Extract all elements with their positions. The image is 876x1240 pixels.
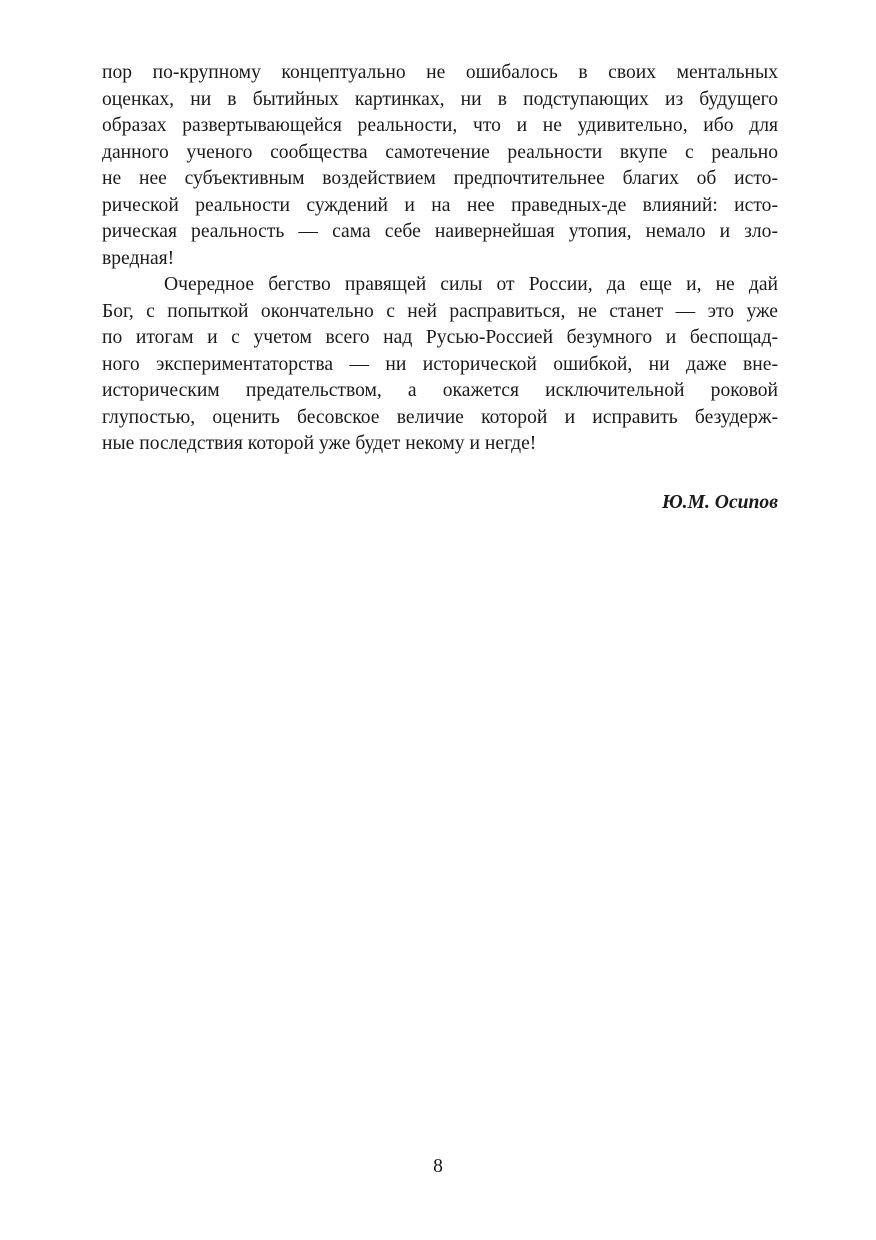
text-line: ного экспериментаторства — ни исторической ошибкой, ни даже вне-: [102, 353, 778, 375]
paragraph-2: [102, 272, 778, 458]
text-line: образах развертывающейся реальности, что и не удивительно, ибо для: [102, 115, 778, 136]
page-number: 8: [433, 1156, 443, 1177]
text-line: оценках, ни в бытийных картинках, ни в подступающих из будущего: [102, 88, 778, 110]
text-line: рической реальности суждений и на нее праведных-де влияний: исто-: [102, 194, 778, 216]
text-line: Очередное бегство правящей силы от России, да еще и, не дай: [164, 274, 778, 295]
text-line: вредная!: [102, 247, 175, 269]
text-line: историческим предательством, а окажется исключительной роковой: [102, 380, 778, 401]
text-line: рическая реальность — сама себе наивернейшая утопия, немало и зло-: [102, 221, 778, 242]
text-line: данного ученого сообщества самотечение реальности вкупе с реально: [102, 141, 778, 163]
text-line: пор по-крупному концептуально не ошибалось в своих ментальных: [102, 62, 778, 83]
paragraph-1: [102, 60, 778, 272]
text-line: не нее субъективным воздействием предпочтительнее благих об исто-: [102, 168, 778, 189]
text-line: Бог, с попыткой окончательно с ней расправиться, не станет — это уже: [102, 300, 778, 322]
text-line: по итогам и с учетом всего над Русью-Россией безумного и беспощад-: [102, 327, 778, 348]
text-line: ные последствия которой уже будет некому и негде!: [102, 433, 537, 454]
text-line: глупостью, оценить бесовское величие которой и исправить безудерж-: [102, 406, 778, 428]
body-text: [102, 60, 778, 458]
author-signature: Ю.М. Осипов: [661, 492, 778, 513]
